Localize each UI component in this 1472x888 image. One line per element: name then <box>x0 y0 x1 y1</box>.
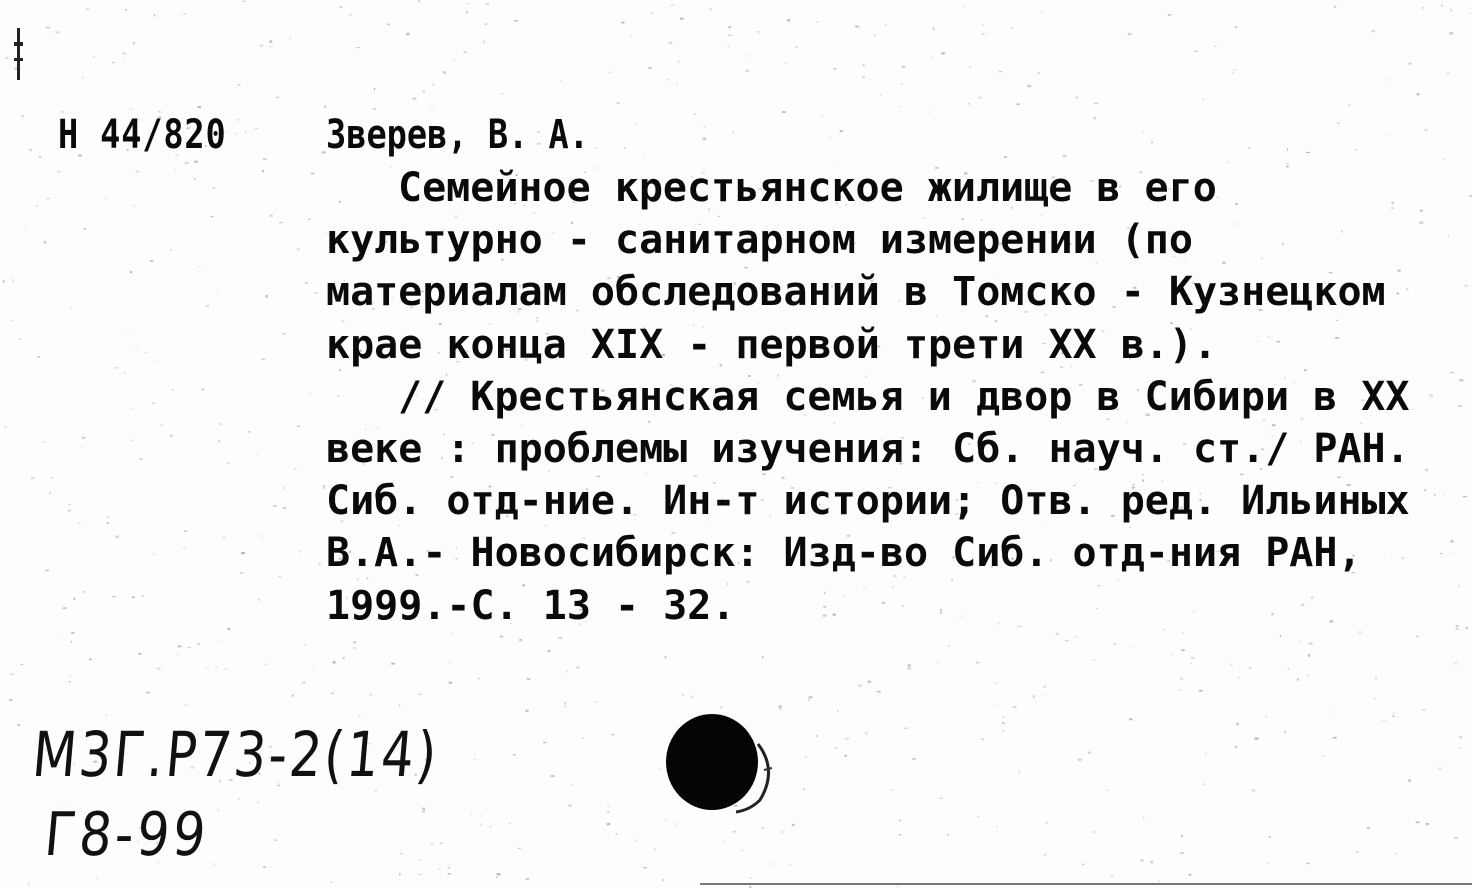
bottom-edge-rule <box>700 880 1472 888</box>
author-heading: Зверев, В. А. <box>326 112 589 158</box>
punch-hole <box>660 704 790 834</box>
source-line: // Крестьянская семья и двор в Сибири в XX <box>398 373 1410 420</box>
source-line: веке : проблемы изучения: Сб. науч. ст./ РАН. <box>326 426 1410 473</box>
handwritten-classification-code: М3Г.Р73-2(14) <box>29 718 442 791</box>
title-line: Семейное крестьянское жилище в его <box>398 165 1217 211</box>
bibliographic-entry <box>326 162 1432 632</box>
title-line: культурно - санитарном измерении (по <box>326 217 1193 264</box>
source-paragraph <box>326 371 1432 632</box>
title-line: крае конца XIX - первой трети XX в.). <box>326 321 1218 368</box>
handwritten-date: Г8-99 <box>41 800 212 870</box>
title-paragraph <box>326 162 1432 371</box>
source-line: В.А.- Новосибирск: Изд-во Сиб. отд-ния РАН, <box>326 530 1362 577</box>
source-line: 1999.-С. 13 - 32. <box>326 582 736 629</box>
shelfmark: Н 44/820 <box>58 112 227 158</box>
title-line: материалам обследований в Томско - Кузнецком <box>326 269 1386 316</box>
edge-tick-mark <box>14 28 24 80</box>
source-line: Сиб. отд-ние. Ин-т истории; Отв. ред. Ильиных <box>326 478 1410 525</box>
